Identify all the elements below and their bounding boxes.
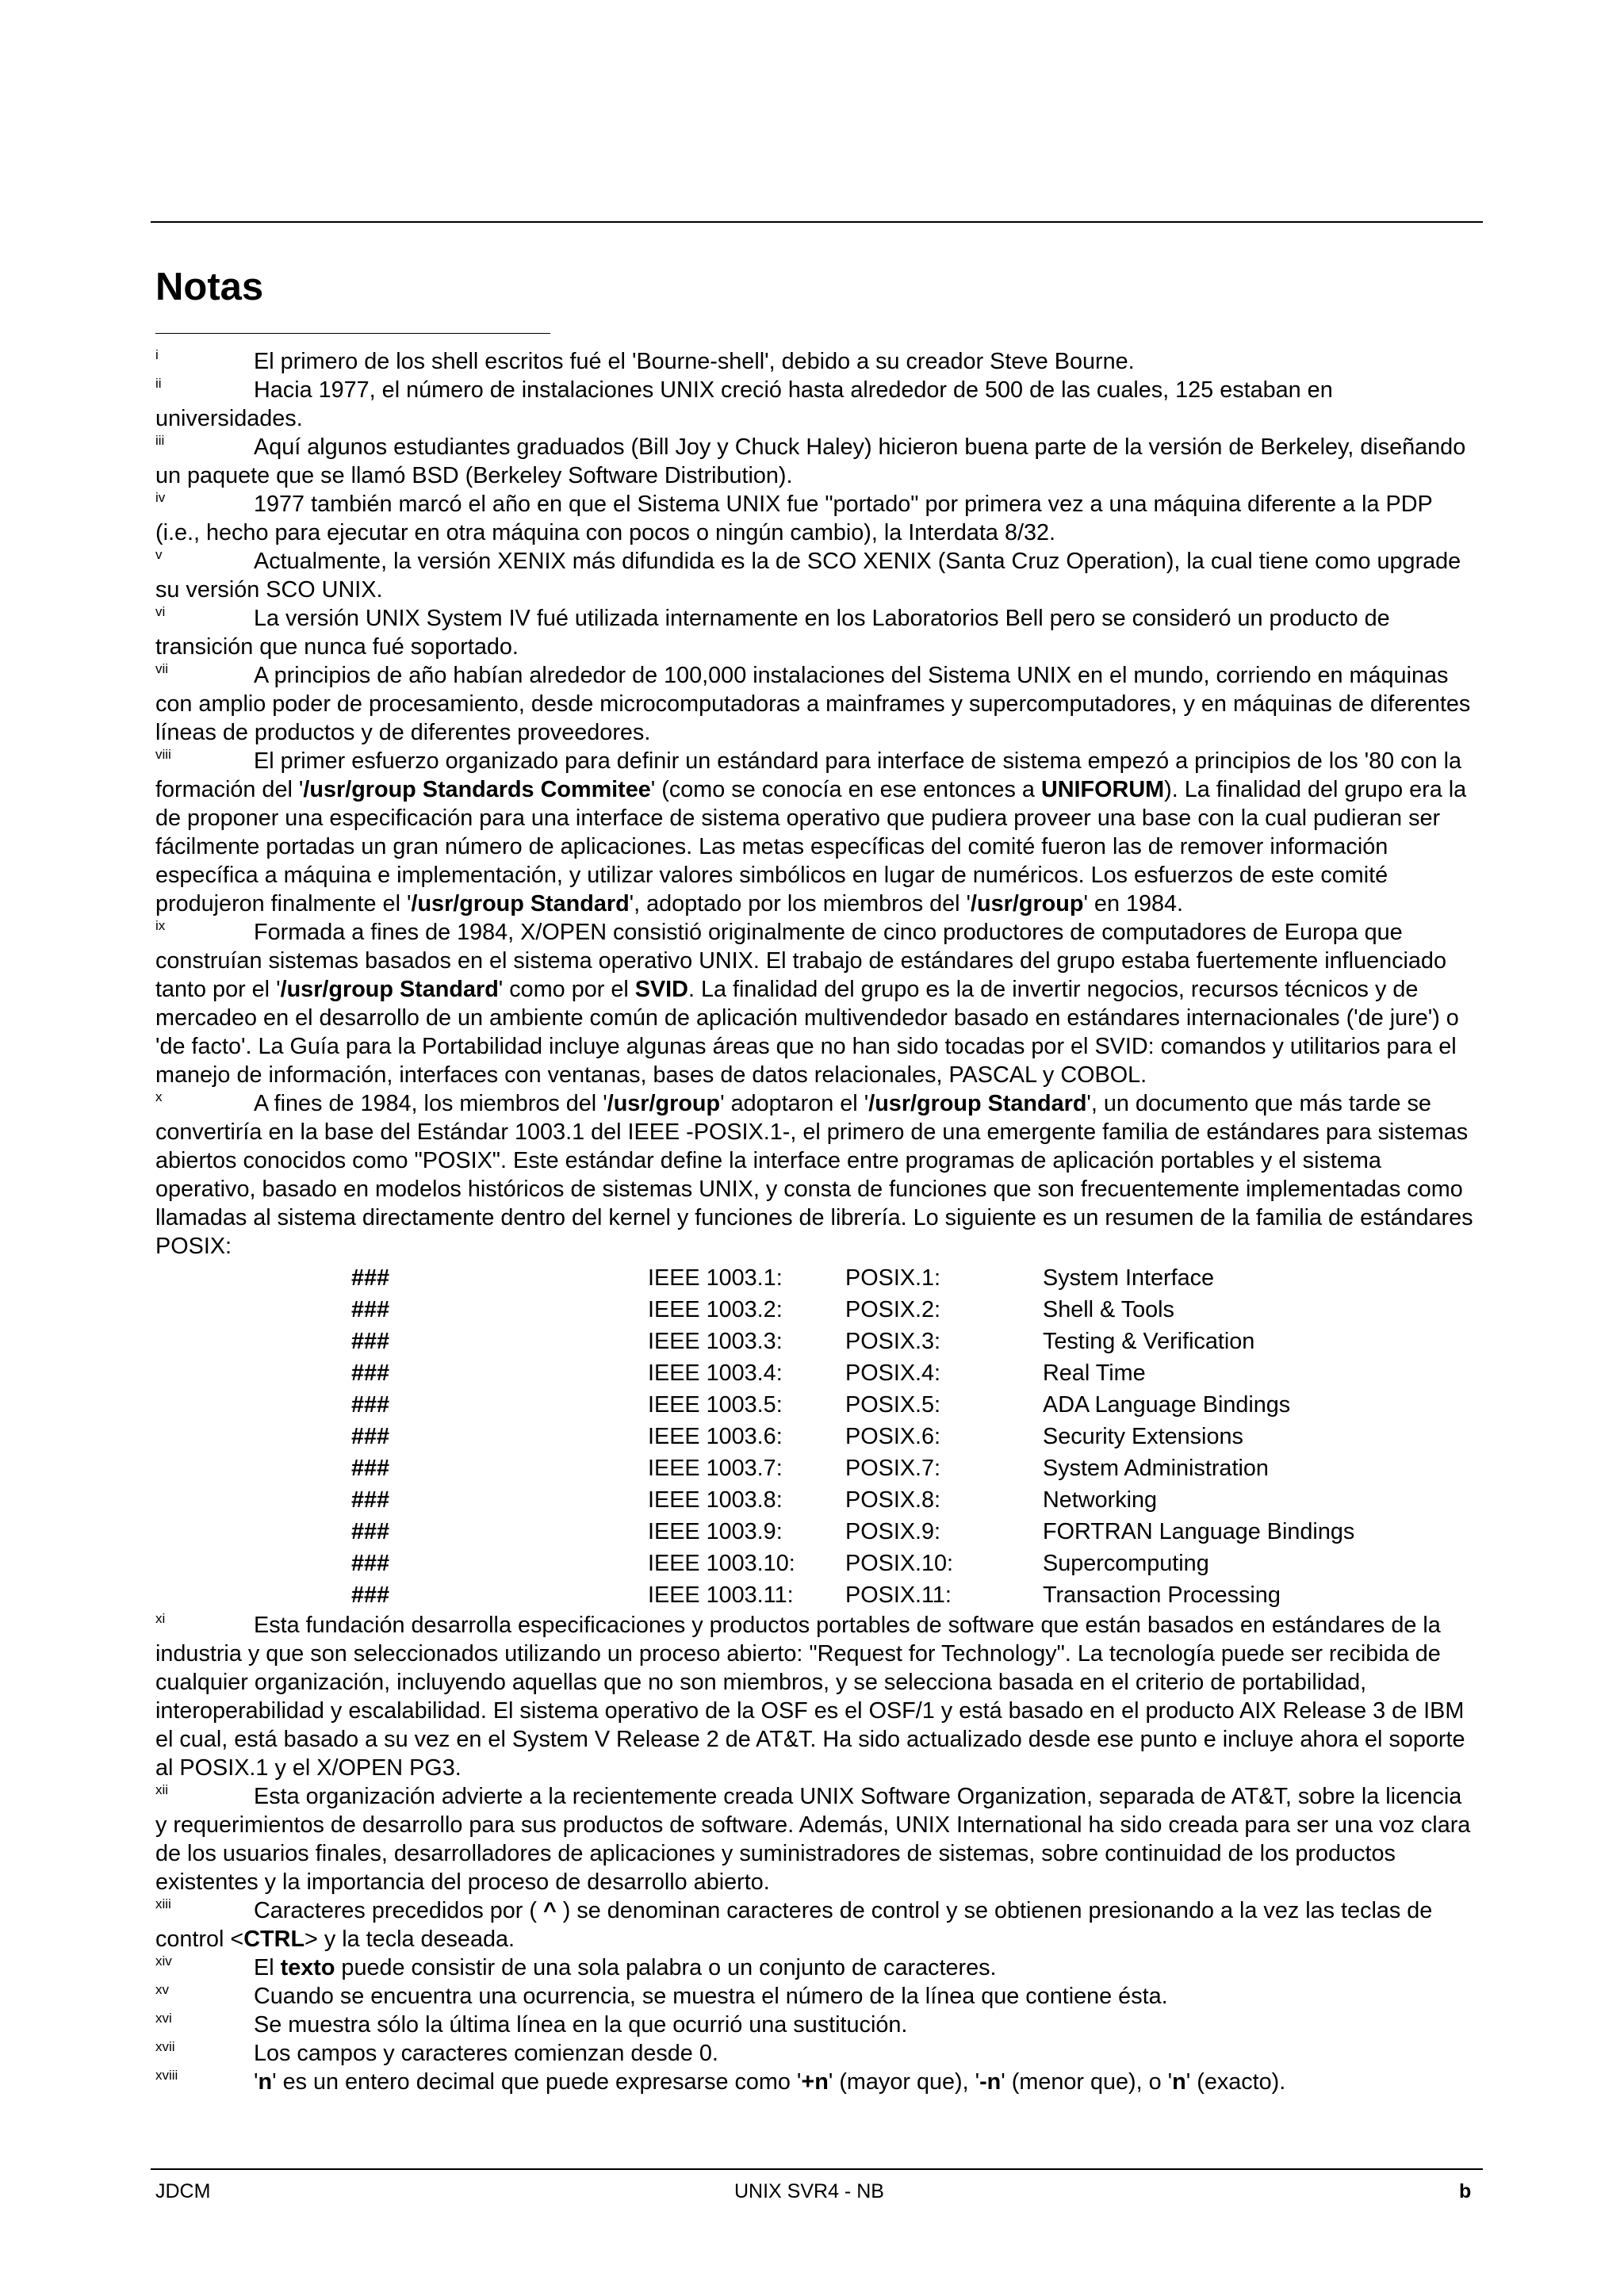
footnote-text: > y la tecla deseada. <box>304 1927 515 1952</box>
footnote-marker: xiv <box>155 1954 172 1969</box>
bullet-marker: ### <box>351 1424 390 1449</box>
bullet-marker: ### <box>351 1519 390 1544</box>
table-row <box>155 1452 1354 1484</box>
standard-description: Real Time <box>1043 1360 1146 1386</box>
table-row <box>155 1357 1354 1389</box>
footnote-text: ' en 1984. <box>1083 891 1184 916</box>
posix-name: POSIX.11: <box>845 1582 952 1608</box>
footnote <box>155 1089 1478 1261</box>
posix-name: POSIX.1: <box>845 1265 941 1291</box>
footnote-marker: xii <box>155 1782 169 1797</box>
footnote <box>155 433 1478 490</box>
footnote <box>155 918 1478 1089</box>
footnote-marker: x <box>155 1089 163 1104</box>
footnote <box>155 490 1478 547</box>
table-row <box>155 1548 1354 1579</box>
footnote-text: ', un documento que más tarde se convertiría en la base del Estándar 1003.1 del IEEE -POSIX.1-, el primero de una emergente familia de estándares para sistemas abiertos conocidos como "POSIX". Este estándar define la interface entre programas de aplicación portables y el sistema operativo, basado en modelos históricos de sistemas UNIX, y consta de funciones que son frecuentemente implementadas como llamadas al sistema directamente dentro del kernel y funciones de librería. Lo siguiente es un resumen de la familia de estándares POSIX: <box>155 1091 1473 1259</box>
footnote-text: Formada a fines de 1984, X/OPEN consistió originalmente de cinco productores de computadores de Europa que construían sistemas basados en el sistema operativo UNIX. El trabajo de estándares del grupo estaba fuertemente influenciado tanto por el ' <box>155 920 1446 1002</box>
footnote-bold-text: texto <box>280 1955 335 1980</box>
footnote-text: ' (menor que), o ' <box>1001 2069 1173 2095</box>
footnote-text: Actualmente, la versión XENIX más difundida es la de SCO XENIX (Santa Cruz Operation), la cual tiene como upgrade su versión SCO UNIX. <box>155 549 1461 603</box>
footnote-marker: xi <box>155 1611 166 1626</box>
footnote-text: ) se denominan caracteres de control y se obtienen presionando a la vez las teclas de control < <box>155 1898 1433 1952</box>
footnote-text: ', adoptado por los miembros del ' <box>629 891 971 916</box>
footnote-text: Se muestra sólo la última línea en la que ocurrió una sustitución. <box>254 2012 908 2038</box>
table-row <box>155 1326 1354 1357</box>
posix-name: POSIX.7: <box>845 1456 941 1481</box>
table-row <box>155 1262 1354 1294</box>
notes-list <box>155 347 1478 1261</box>
footnote-marker: xviii <box>155 2068 178 2083</box>
bullet-marker: ### <box>351 1582 390 1608</box>
footnote-text: El primero de los shell escritos fué el 'Bourne-shell', debido a su creador Steve Bourne. <box>254 349 1135 374</box>
footnote-marker: v <box>155 547 163 562</box>
footnote <box>155 347 1478 376</box>
footnote-text: ' (como se conocía en ese entonces a <box>650 777 1041 802</box>
posix-name: POSIX.6: <box>845 1424 941 1449</box>
footnote <box>155 1982 1478 2011</box>
bullet-marker: ### <box>351 1551 390 1576</box>
notes-separator <box>155 333 550 334</box>
footnote-text: Esta organización advierte a la recientemente creada UNIX Software Organization, separada de AT&T, sobre la licencia y requerimientos de desarrollo para sus productos de software. Además, UNIX International ha sido creada para ser una voz clara de los usuarios finales, desarrolladores de aplicaciones y suministradores de sistemas, sobre continuidad de los productos existentes y la importancia del proceso de desarrollo abierto. <box>155 1784 1471 1895</box>
footnote-bold-text: /usr/group Standards Commitee <box>303 777 651 802</box>
bullet-marker: ### <box>351 1392 390 1418</box>
footnote <box>155 2011 1478 2039</box>
ieee-standard: IEEE 1003.5: <box>648 1392 783 1418</box>
footnote-bold-text: /usr/group <box>971 891 1084 916</box>
footnote <box>155 747 1478 918</box>
footnote <box>155 547 1478 604</box>
footnote-text: Cuando se encuentra una ocurrencia, se muestra el número de la línea que contiene ésta. <box>254 1984 1168 2009</box>
footnote-text: La versión UNIX System IV fué utilizada internamente en los Laboratorios Bell pero se consideró un producto de transición que nunca fué soportado. <box>155 606 1390 660</box>
footnote <box>155 1782 1478 1896</box>
bullet-marker: ### <box>351 1265 390 1291</box>
ieee-standard: IEEE 1003.2: <box>648 1297 783 1322</box>
footnote-bold-text: -n <box>979 2069 1002 2095</box>
footnote-text: ' adoptaron el ' <box>720 1091 869 1116</box>
notes-section <box>155 347 1478 2096</box>
footnote-bold-text: /usr/group Standard <box>868 1091 1087 1116</box>
standard-description: System Administration <box>1043 1456 1269 1481</box>
footnote-marker: xiii <box>155 1896 171 1911</box>
table-row <box>155 1389 1354 1421</box>
footnote-text: Aquí algunos estudiantes graduados (Bill Joy y Chuck Haley) hicieron buena parte de la versión de Berkeley, diseñando un paquete que se llamó BSD (Berkeley Software Distribution). <box>155 434 1466 488</box>
footnote-marker: xvii <box>155 2039 175 2054</box>
footnote-bold-text: UNIFORUM <box>1040 777 1165 802</box>
standard-description: Shell & Tools <box>1043 1297 1174 1322</box>
standard-description: System Interface <box>1043 1265 1215 1291</box>
footnote-text: Hacia 1977, el número de instalaciones UNIX creció hasta alrededor de 500 de las cuales, 125 estaban en universidades. <box>155 377 1333 431</box>
standard-description: Supercomputing <box>1043 1551 1209 1576</box>
posix-name: POSIX.3: <box>845 1329 941 1354</box>
standard-description: Security Extensions <box>1043 1424 1243 1449</box>
footnote-bold-text: /usr/group <box>607 1091 721 1116</box>
footnote-marker: vii <box>155 661 169 676</box>
footnote-text: ). La finalidad del grupo era la de proponer una especificación para una interface de sistema operativo que pudiera proveer una base con la cual pudieran ser fácilmente portadas un gran número de aplicaciones. Las metas específicas del comité fueron las de remover información específica a máquina e implementación, y utilizar valores simbólicos en lugar de numéricos. Los esfuerzos de este comité produjeron finalmente el ' <box>155 777 1467 916</box>
footnote <box>155 604 1478 661</box>
notes-list-continued <box>155 1611 1478 2096</box>
footer-author: JDCM <box>155 2180 211 2202</box>
table-row <box>155 1421 1354 1452</box>
footnote-text: El primer esfuerzo organizado para definir un estándard para interface de sistema empezó a principios de los '80 con la formación del ' <box>155 748 1461 802</box>
footnote-bold-text: n <box>1172 2069 1186 2095</box>
footer-rule <box>151 2168 1483 2170</box>
standard-description: Transaction Processing <box>1043 1582 1281 1608</box>
footnote-marker: iii <box>155 433 165 448</box>
footnote-text: A principios de año habían alrededor de 100,000 instalaciones del Sistema UNIX en el mundo, corriendo en máquinas con amplio poder de procesamiento, desde microcomputadoras a mainframes y supercomputadores, y en máquinas de diferentes líneas de productos y de diferentes proveedores. <box>155 663 1471 745</box>
ieee-standard: IEEE 1003.11: <box>648 1582 794 1608</box>
footnote-text: 1977 también marcó el año en que el Sistema UNIX fue "portado" por primera vez a una máquina diferente a la PDP (i.e., hecho para ejecutar en otra máquina con pocos o ningún cambio), la Interdata 8/32. <box>155 492 1433 545</box>
standard-description: ADA Language Bindings <box>1043 1392 1291 1418</box>
footnote-text: puede consistir de una sola palabra o un conjunto de caracteres. <box>335 1955 997 1980</box>
header-rule <box>151 221 1483 223</box>
footnote-text: ' como por el <box>498 977 635 1002</box>
table-row <box>155 1579 1354 1611</box>
footnote-bold-text: /usr/group Standard <box>411 891 630 916</box>
footnote-text: ' es un entero decimal que puede expresarse como ' <box>272 2069 802 2095</box>
footnote-bold-text: n <box>258 2069 273 2095</box>
ieee-standard: IEEE 1003.6: <box>648 1424 783 1449</box>
posix-name: POSIX.9: <box>845 1519 941 1544</box>
posix-name: POSIX.2: <box>845 1297 941 1322</box>
footnote-text: A fines de 1984, los miembros del ' <box>254 1091 607 1116</box>
footnote-text: Caracteres precedidos por ( <box>254 1898 543 1923</box>
footnote-bold-text: +n <box>801 2069 829 2095</box>
footnote-text: . La finalidad del grupo es la de invertir negocios, recursos técnicos y de mercadeo en el desarrollo de un ambiente común de aplicación multivendedor basado en estándares internacionales ('de jure') o 'de facto'. La Guía para la Portabilidad incluye algunas áreas que no han sido tocadas por el SVID: comandos y utilitarios para el manejo de información, interfaces con ventanas, bases de datos relacionales, PASCAL y COBOL. <box>155 977 1459 1088</box>
footer-page-number: b <box>1459 2180 1472 2202</box>
table-row <box>155 1484 1354 1516</box>
bullet-marker: ### <box>351 1297 390 1322</box>
standard-description: Testing & Verification <box>1043 1329 1255 1354</box>
standard-description: FORTRAN Language Bindings <box>1043 1519 1355 1544</box>
ieee-standard: IEEE 1003.7: <box>648 1456 783 1481</box>
table-row <box>155 1294 1354 1326</box>
posix-name: POSIX.4: <box>845 1360 941 1386</box>
footnote <box>155 1611 1478 1782</box>
posix-name: POSIX.10: <box>845 1551 954 1576</box>
footnote-marker: ii <box>155 376 162 391</box>
ieee-standard: IEEE 1003.4: <box>648 1360 783 1386</box>
ieee-standard: IEEE 1003.3: <box>648 1329 783 1354</box>
footnote-bold-text: /usr/group Standard <box>280 977 499 1002</box>
footnote <box>155 1954 1478 1982</box>
footnote-bold-text: ^ <box>542 1898 557 1923</box>
footer-document-title: UNIX SVR4 - NB <box>734 2180 884 2202</box>
page-title: Notas <box>155 266 264 308</box>
footnote-text: ' (exacto). <box>1185 2069 1286 2095</box>
footnote-text: ' (mayor que), ' <box>828 2069 980 2095</box>
bullet-marker: ### <box>351 1487 390 1513</box>
footnote-marker: ix <box>155 918 166 933</box>
bullet-marker: ### <box>351 1456 390 1481</box>
ieee-standard: IEEE 1003.9: <box>648 1519 783 1544</box>
footnote <box>155 1896 1478 1954</box>
footnote-marker: viii <box>155 747 171 762</box>
standard-description: Networking <box>1043 1487 1158 1513</box>
ieee-standard: IEEE 1003.10: <box>648 1551 795 1576</box>
footnote <box>155 661 1478 747</box>
footnote-marker: iv <box>155 490 166 505</box>
footnote-text: Esta fundación desarrolla especificaciones y productos portables de software que están basados en estándares de la industria y que son seleccionados utilizando un proceso abierto: "Request for Technology". La tecnología puede ser recibida de cualquier organización, incluyendo aquellas que no son miembros, y se selecciona basada en el criterio de portabilidad, interoperabilidad y escalabilidad. El sistema operativo de la OSF es el OSF/1 y está basado en el producto AIX Release 3 de IBM el cual, está basado a su vez en el System V Release 2 de AT&T. Ha sido actualizado desde ese punto e incluye ahora el soporte al POSIX.1 y el X/OPEN PG3. <box>155 1613 1465 1781</box>
footnote <box>155 2039 1478 2068</box>
bullet-marker: ### <box>351 1360 390 1386</box>
footnote-text: El <box>254 1955 281 1980</box>
posix-standards-table <box>155 1262 1354 1611</box>
footnote <box>155 2068 1478 2096</box>
footnote-bold-text: CTRL <box>243 1927 305 1952</box>
footnote-text: ' <box>254 2069 259 2095</box>
footnote-marker: xv <box>155 1982 169 1997</box>
footnote-marker: vi <box>155 604 166 619</box>
footnote <box>155 376 1478 433</box>
footnote-text: Los campos y caracteres comienzan desde 0. <box>254 2041 718 2066</box>
footnote-marker: i <box>155 347 159 362</box>
footnote-bold-text: SVID <box>634 977 688 1002</box>
ieee-standard: IEEE 1003.8: <box>648 1487 783 1513</box>
posix-name: POSIX.8: <box>845 1487 941 1513</box>
ieee-standard: IEEE 1003.1: <box>648 1265 783 1291</box>
bullet-marker: ### <box>351 1329 390 1354</box>
footnote-marker: xvi <box>155 2011 172 2026</box>
table-row <box>155 1516 1354 1548</box>
posix-name: POSIX.5: <box>845 1392 941 1418</box>
